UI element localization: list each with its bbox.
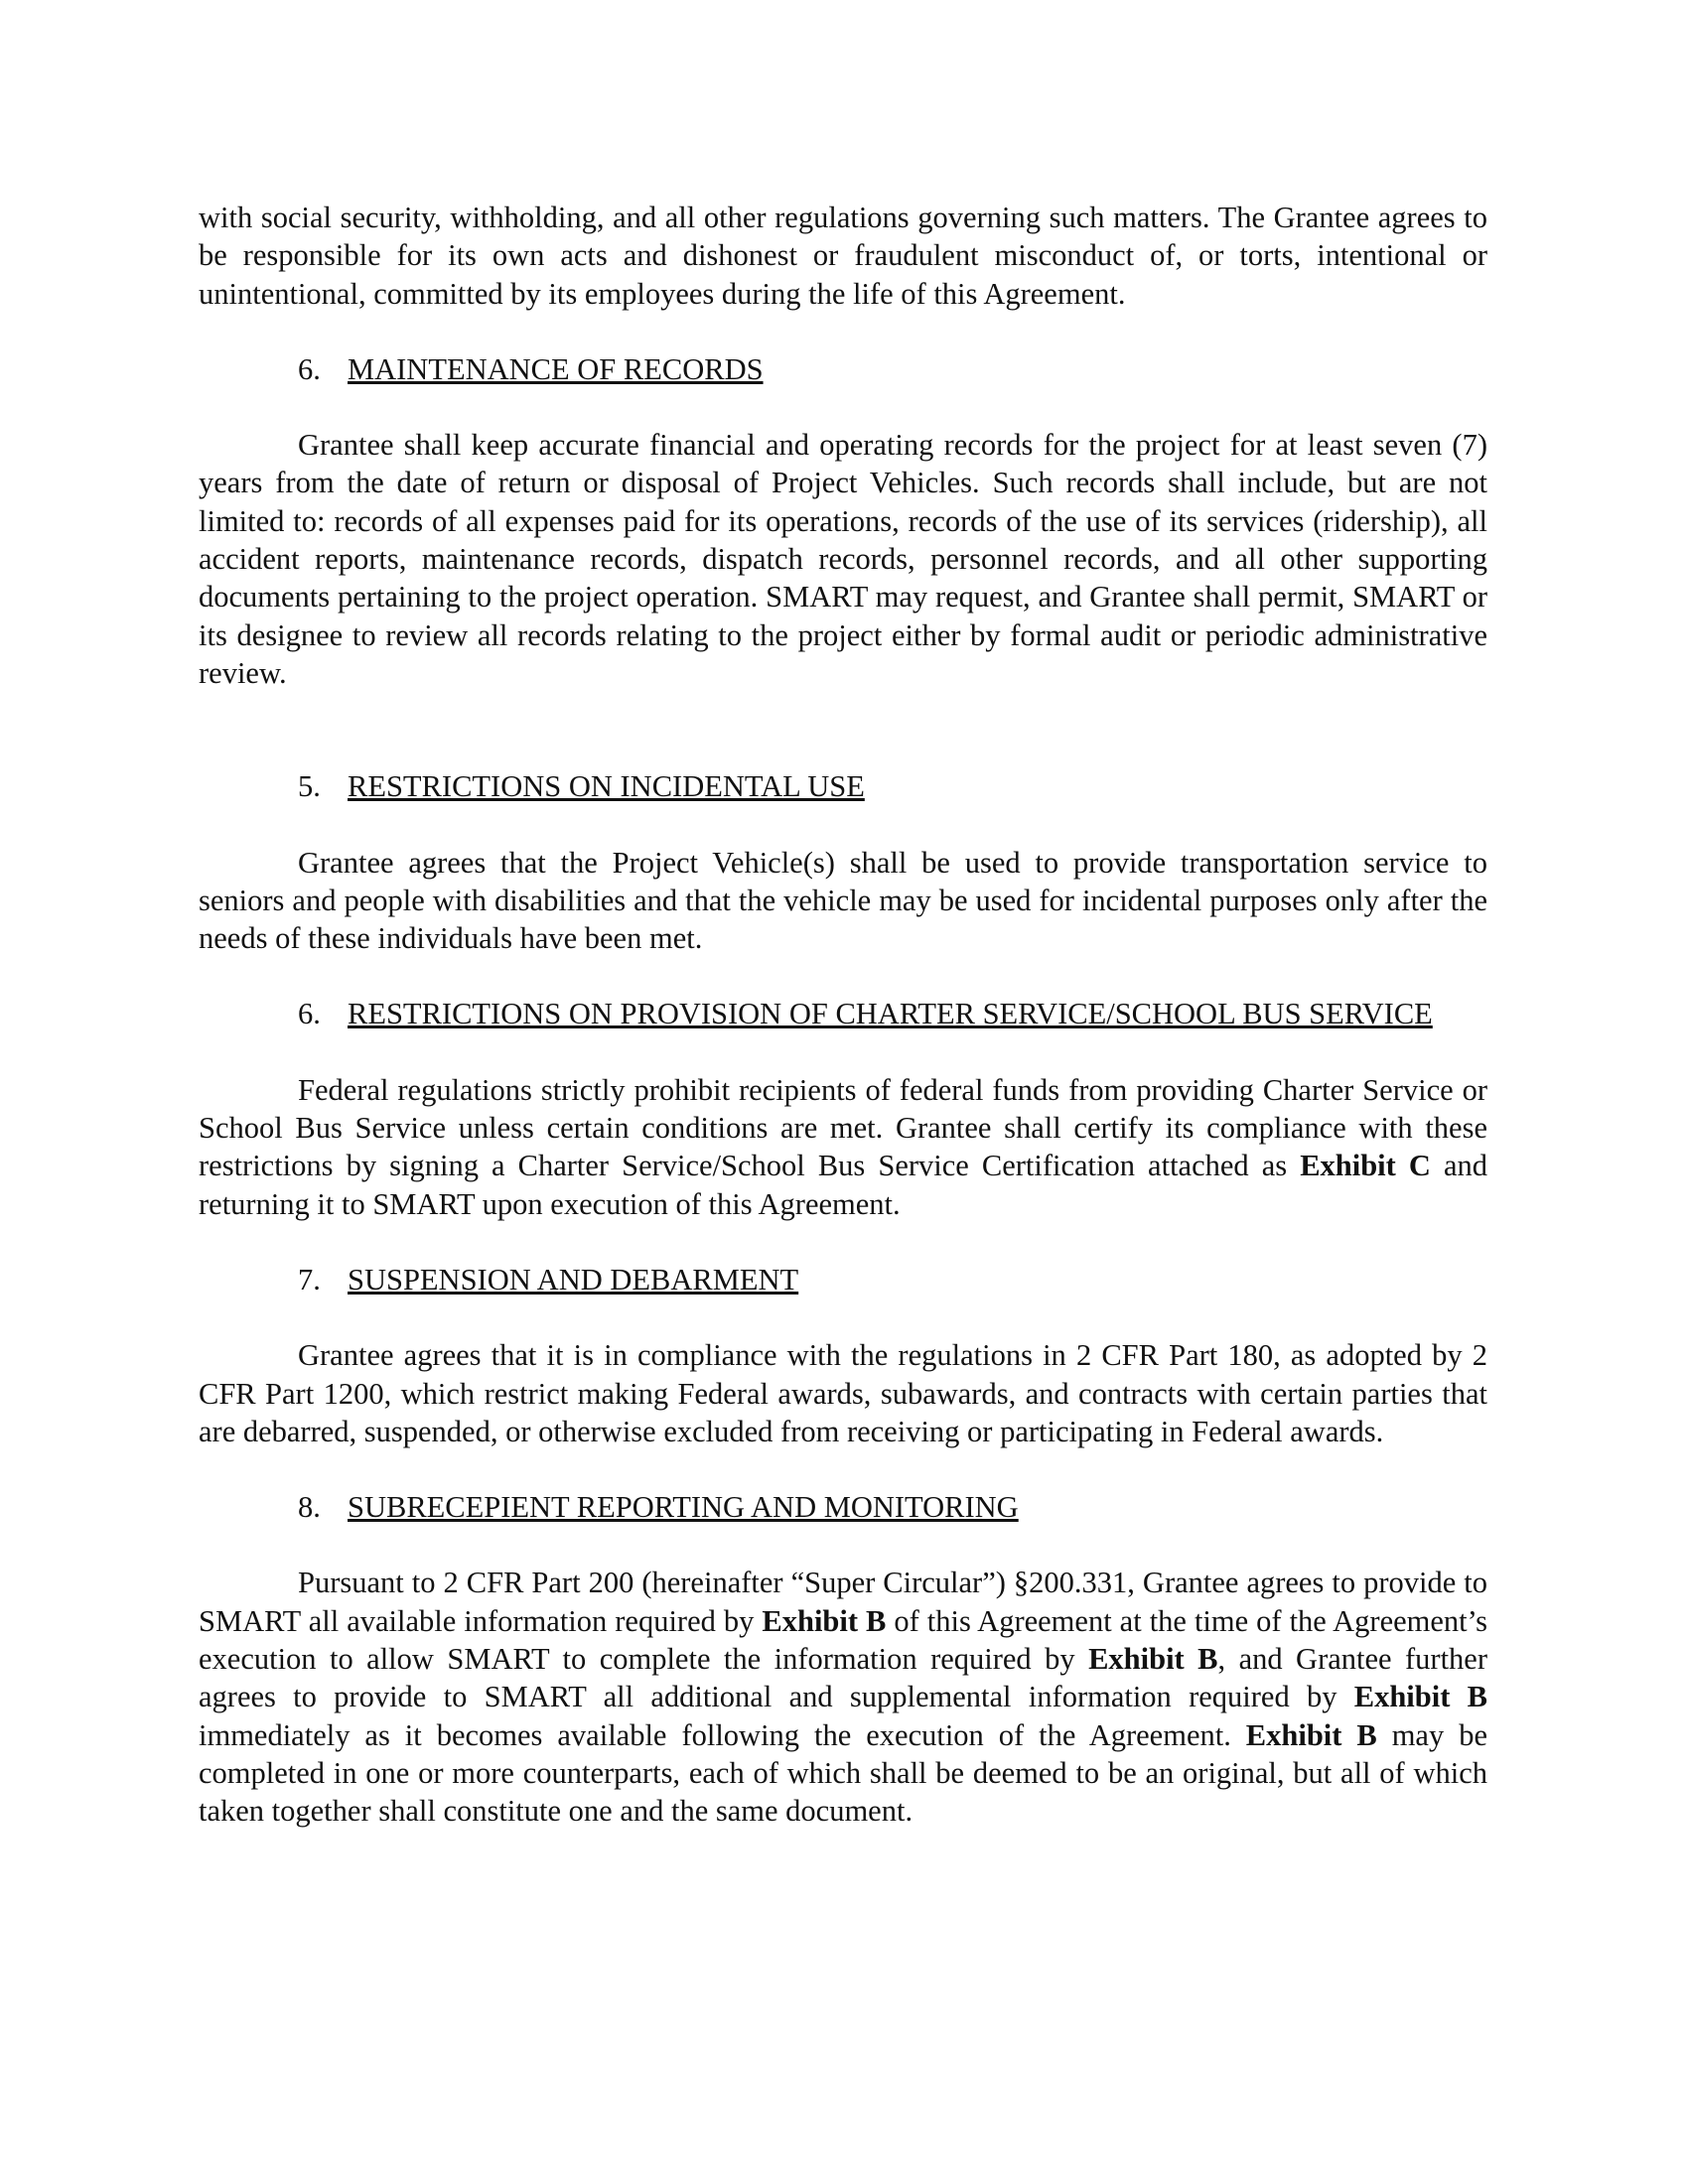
body-text: may be completed in one or more counterparts, each of which shall be deemed to be an original, but all of which taken together shall constitute one and the same document. (199, 1717, 1487, 1829)
section-number: 5. (298, 769, 321, 804)
exhibit-reference: Exhibit B (762, 1603, 887, 1638)
section-heading-subrecipient-reporting (298, 1488, 1487, 1526)
section-number: 6. (298, 351, 321, 386)
section-number: 7. (298, 1262, 321, 1297)
exhibit-reference: Exhibit B (1088, 1642, 1218, 1677)
body-text: Federal regulations strictly prohibit recipients of federal funds from providing Charter Service or School Bus Service unless certain conditions are met. Grantee shall certify its compliance with these restrictions by signing a Charter Service/School Bus Service Certification attached as (199, 1072, 1487, 1183)
document-page (199, 199, 1487, 1831)
body-text: and returning it to SMART upon execution of this Agreement. (199, 1149, 1488, 1221)
section-heading-incidental-use (298, 767, 1487, 805)
section-number: 8. (298, 1490, 321, 1525)
section-body-maintenance-of-records: Grantee shall keep accurate financial and operating records for the project for at least seven (7) years from the date of return or disposal of Project Vehicles. Such records shall include, but are not limited to: records of all expenses paid for its operations, records of the use of its services (ridership), all accident reports, maintenance records, dispatch records, personnel records, and all other supporting documents pertaining to the project operation. SMART may request, and Grantee shall permit, SMART or its designee to review all records relating to the project either by formal audit or periodic administrative review. (199, 428, 1487, 690)
section-title: SUSPENSION AND DEBARMENT (348, 1262, 799, 1297)
section-number: 6. (298, 997, 321, 1031)
body-text: , and Grantee further agrees to provide to SMART all additional and supplemental information required by (199, 1642, 1487, 1714)
exhibit-reference: Exhibit B (1245, 1717, 1377, 1752)
body-text: immediately as it becomes available following the execution of the Agreement. (199, 1717, 1246, 1752)
section-body-suspension-debarment: Grantee agrees that it is in compliance with the regulations in 2 CFR Part 180, as adopted by 2 CFR Part 1200, which restrict making Federal awards, subawards, and contracts with certain parties that are debarred, suspended, or otherwise excluded from receiving or participating in Federal awards. (199, 1338, 1487, 1448)
section-body-incidental-use: Grantee agrees that the Project Vehicle(s) shall be used to provide transportation service to seniors and people with disabilities and that the vehicle may be used for incidental purposes only after the needs of these individuals have been met. (199, 845, 1487, 956)
body-text: of this Agreement at the time of the Agreement’s execution to allow SMART to complete the information required by (199, 1603, 1487, 1677)
continuation-paragraph: with social security, withholding, and all other regulations governing such matters. The Grantee agrees to be responsible for its own acts and dishonest or fraudulent misconduct of, or torts, intentional or unintentional, committed by its employees during the life of this Agreement. (199, 201, 1487, 311)
section-title: RESTRICTIONS ON INCIDENTAL USE (348, 769, 865, 804)
section-body-subrecipient-reporting (199, 1564, 1487, 1830)
exhibit-reference: Exhibit C (1300, 1149, 1431, 1183)
section-heading-maintenance-of-records (298, 350, 1487, 388)
body-text: Pursuant to 2 CFR Part 200 (hereinafter “Super Circular”) §200.331, Grantee agrees to provide to SMART all available information required by (199, 1566, 1487, 1638)
section-title: SUBRECEPIENT REPORTING AND MONITORING (348, 1490, 1019, 1525)
section-title: RESTRICTIONS ON PROVISION OF CHARTER SERVICE/SCHOOL BUS SERVICE (348, 997, 1433, 1031)
section-title: MAINTENANCE OF RECORDS (348, 351, 764, 386)
section-body-charter-service (199, 1071, 1487, 1223)
section-heading-suspension-debarment (298, 1261, 1487, 1298)
exhibit-reference: Exhibit B (1353, 1680, 1487, 1714)
section-heading-charter-service (298, 995, 1487, 1032)
